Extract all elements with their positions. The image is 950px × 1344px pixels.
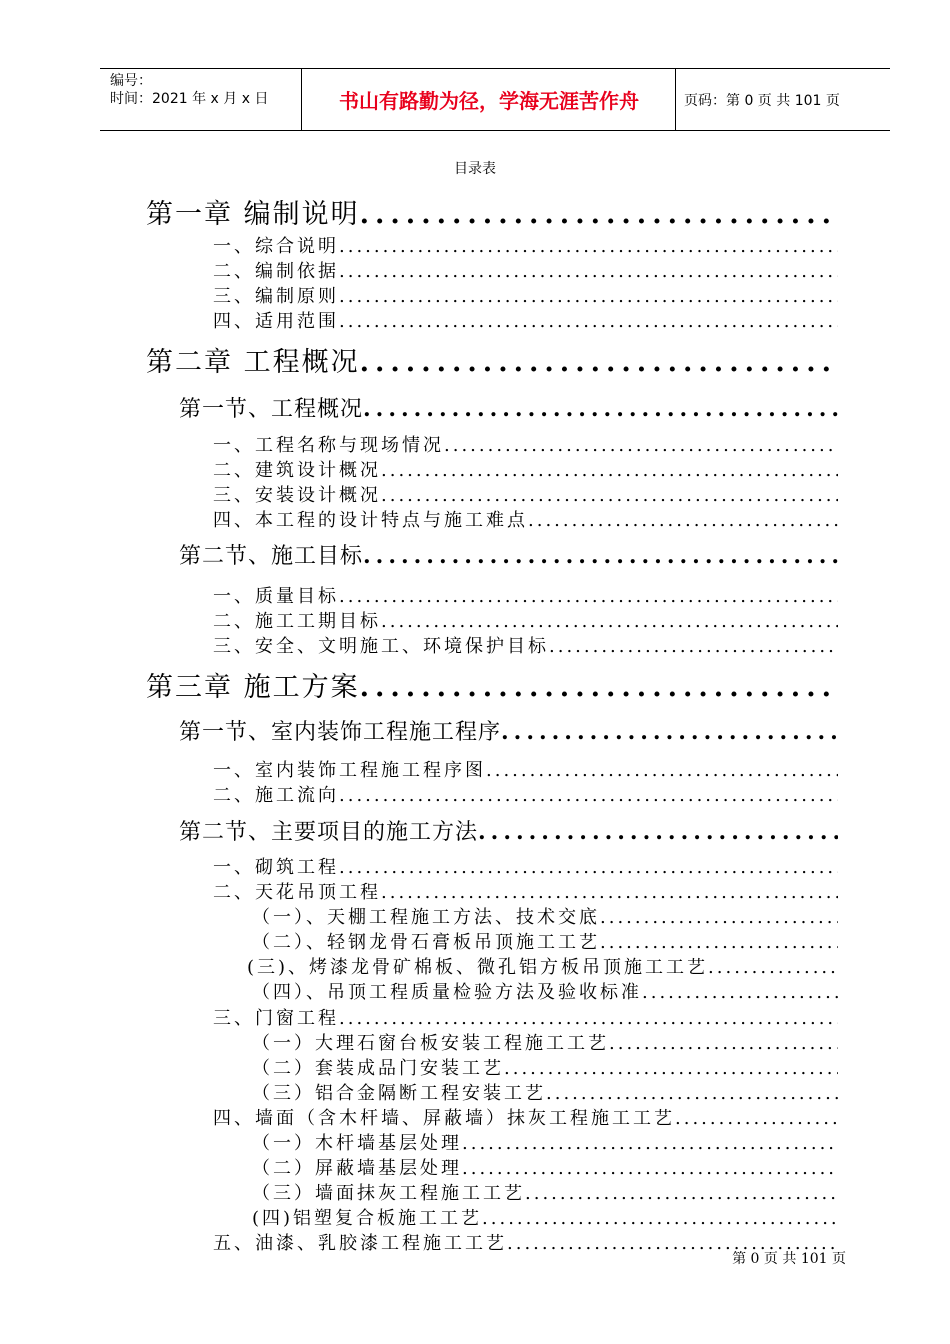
toc-entry[interactable] — [179, 392, 838, 423]
toc-entry[interactable] — [247, 953, 838, 979]
toc-leader-dots — [339, 286, 838, 307]
toc-entry[interactable] — [252, 1179, 838, 1205]
toc-entry-label: 三、门窗工程 — [213, 1008, 339, 1029]
toc-leader-dots — [381, 882, 838, 903]
toc-entry-label: 四、墙面（含木杆墙、屏蔽墙）抹灰工程施工工艺 — [213, 1108, 675, 1129]
toc-entry[interactable] — [146, 192, 838, 231]
page-header — [100, 68, 890, 131]
toc-title: 目录表 — [454, 161, 496, 177]
toc-leader-dots — [444, 435, 838, 456]
toc-entry[interactable] — [179, 539, 838, 570]
toc-entry[interactable] — [252, 1079, 838, 1105]
toc-leader-dots — [381, 460, 838, 481]
toc-entry[interactable] — [179, 815, 838, 846]
toc-leader-dots — [339, 586, 838, 607]
toc-leader-dots — [482, 1208, 838, 1229]
toc-entry-label: 二、施工流向 — [213, 785, 339, 806]
header-meta — [110, 72, 268, 108]
toc-entry[interactable] — [213, 282, 838, 308]
toc-leader-dots — [381, 611, 838, 632]
toc-entry-label: （一）、天棚工程施工方法、技术交底 — [252, 907, 600, 928]
toc-entry[interactable] — [146, 340, 838, 379]
toc-entry-label: （一）大理石窗台板安装工程施工工艺 — [252, 1033, 609, 1054]
toc-leader-dots — [462, 1158, 838, 1179]
toc-entry-label: 第二节、施工目标 — [179, 544, 364, 569]
toc-entry-label: （二）屏蔽墙基层处理 — [252, 1158, 462, 1179]
header-divider — [675, 69, 676, 130]
toc-entry-label: 三、安装设计概况 — [213, 485, 381, 506]
toc-leader-dots — [363, 396, 838, 422]
toc-entry[interactable] — [213, 1104, 838, 1130]
toc-entry-label: 第一节、室内装饰工程施工程序 — [179, 720, 502, 745]
toc-leader-dots — [528, 510, 838, 531]
time-label: 时间：2021 年 x 月 x 日 — [110, 91, 269, 107]
toc-entry-label: （一）木杆墙基层处理 — [252, 1133, 462, 1154]
toc-entry-label: （四）、吊顶工程质量检验方法及验收标准 — [252, 982, 642, 1003]
toc-leader-dots — [381, 485, 838, 506]
toc-entry[interactable] — [213, 756, 838, 782]
toc-leader-dots — [504, 1058, 838, 1079]
toc-entry-label: 五、油漆、乳胶漆工程施工工艺 — [213, 1233, 507, 1254]
toc-entry-label: 二、建筑设计概况 — [213, 460, 381, 481]
toc-entry[interactable] — [252, 1204, 838, 1230]
toc-leader-dots — [708, 957, 838, 978]
toc-leader-dots — [642, 982, 838, 1003]
toc-leader-dots — [339, 1008, 838, 1029]
toc-entry[interactable] — [213, 853, 838, 879]
toc-leader-dots — [360, 672, 838, 703]
toc-entry[interactable] — [146, 665, 838, 704]
toc-leader-dots — [360, 199, 838, 230]
toc-entry[interactable] — [213, 1004, 838, 1030]
toc-entry[interactable] — [252, 1129, 838, 1155]
toc-leader-dots — [360, 347, 838, 378]
toc-leader-dots — [363, 543, 838, 569]
toc-leader-dots — [609, 1033, 838, 1054]
toc-entry[interactable] — [213, 582, 838, 608]
toc-entry[interactable] — [213, 878, 838, 904]
toc-entry-label: (四)铝塑复合板施工工艺 — [252, 1208, 483, 1229]
header-page-info: 页码：第 0 页 共 101 页 — [684, 93, 840, 109]
page-footer: 第 0 页 共 101 页 — [732, 1251, 846, 1267]
toc-entry[interactable] — [213, 431, 838, 457]
toc-leader-dots — [549, 636, 838, 657]
toc-entry-label: 一、综合说明 — [213, 236, 339, 257]
toc-entry-label: 四、本工程的设计特点与施工难点 — [213, 510, 528, 531]
toc-leader-dots — [339, 785, 838, 806]
toc-entry-label: 第二章 工程概况 — [146, 347, 360, 378]
header-motto: 书山有路勤为径，学海无涯苦作舟 — [339, 89, 639, 113]
toc-leader-dots — [462, 1133, 838, 1154]
toc-entry[interactable] — [252, 1154, 838, 1180]
toc-leader-dots — [600, 907, 838, 928]
toc-entry[interactable] — [252, 903, 838, 929]
toc-entry[interactable] — [213, 481, 838, 507]
toc-entry-label: 第三章 施工方案 — [146, 672, 360, 703]
toc-entry-label: 一、室内装饰工程施工程序图 — [213, 760, 486, 781]
toc-leader-dots — [339, 311, 838, 332]
toc-leader-dots — [478, 819, 838, 845]
toc-entry-label: （三）铝合金隔断工程安装工艺 — [252, 1083, 546, 1104]
toc-entry[interactable] — [179, 715, 838, 746]
toc-entry[interactable] — [213, 632, 838, 658]
toc-entry[interactable] — [213, 506, 838, 532]
toc-leader-dots — [600, 932, 838, 953]
toc-entry-label: （三）墙面抹灰工程施工工艺 — [252, 1183, 525, 1204]
toc-entry-label: 二、施工工期目标 — [213, 611, 381, 632]
toc-leader-dots — [675, 1108, 838, 1129]
toc-entry[interactable] — [252, 928, 838, 954]
toc-entry[interactable] — [213, 232, 838, 258]
toc-leader-dots — [339, 261, 838, 282]
toc-leader-dots — [339, 857, 838, 878]
toc-entry-label: 第一节、工程概况 — [179, 397, 364, 422]
toc-entry-label: 二、编制依据 — [213, 261, 339, 282]
toc-entry[interactable] — [213, 456, 838, 482]
toc-entry-label: 三、编制原则 — [213, 286, 339, 307]
toc-leader-dots — [546, 1083, 838, 1104]
toc-entry[interactable] — [252, 978, 838, 1004]
toc-entry-label: （二）套装成品门安装工艺 — [252, 1058, 504, 1079]
toc-leader-dots — [525, 1183, 838, 1204]
number-label: 编号： — [110, 73, 152, 89]
toc-leader-dots — [501, 719, 838, 745]
toc-entry[interactable] — [252, 1029, 838, 1055]
toc-entry[interactable] — [252, 1054, 838, 1080]
toc-entry-label: 三、安全、文明施工、环境保护目标 — [213, 636, 549, 657]
toc-entry-label: 第二节、主要项目的施工方法 — [179, 820, 479, 845]
toc-entry-label: 第一章 编制说明 — [146, 199, 360, 230]
toc-entry-label: （二）、轻钢龙骨石膏板吊顶施工工艺 — [252, 932, 600, 953]
toc-entry-label: 二、天花吊顶工程 — [213, 882, 381, 903]
toc-leader-dots — [486, 760, 838, 781]
toc-entry[interactable] — [213, 307, 838, 333]
toc-entry[interactable] — [213, 257, 838, 283]
toc-entry-label: 一、工程名称与现场情况 — [213, 435, 444, 456]
toc-entry-label: (三)、烤漆龙骨矿棉板、微孔铝方板吊顶施工工艺 — [247, 957, 709, 978]
toc-entry-label: 一、砌筑工程 — [213, 857, 339, 878]
toc-entry-label: 一、质量目标 — [213, 586, 339, 607]
toc-entry[interactable] — [213, 607, 838, 633]
toc-leader-dots — [339, 236, 838, 257]
toc-entry-label: 四、适用范围 — [213, 311, 339, 332]
toc-entry[interactable] — [213, 781, 838, 807]
